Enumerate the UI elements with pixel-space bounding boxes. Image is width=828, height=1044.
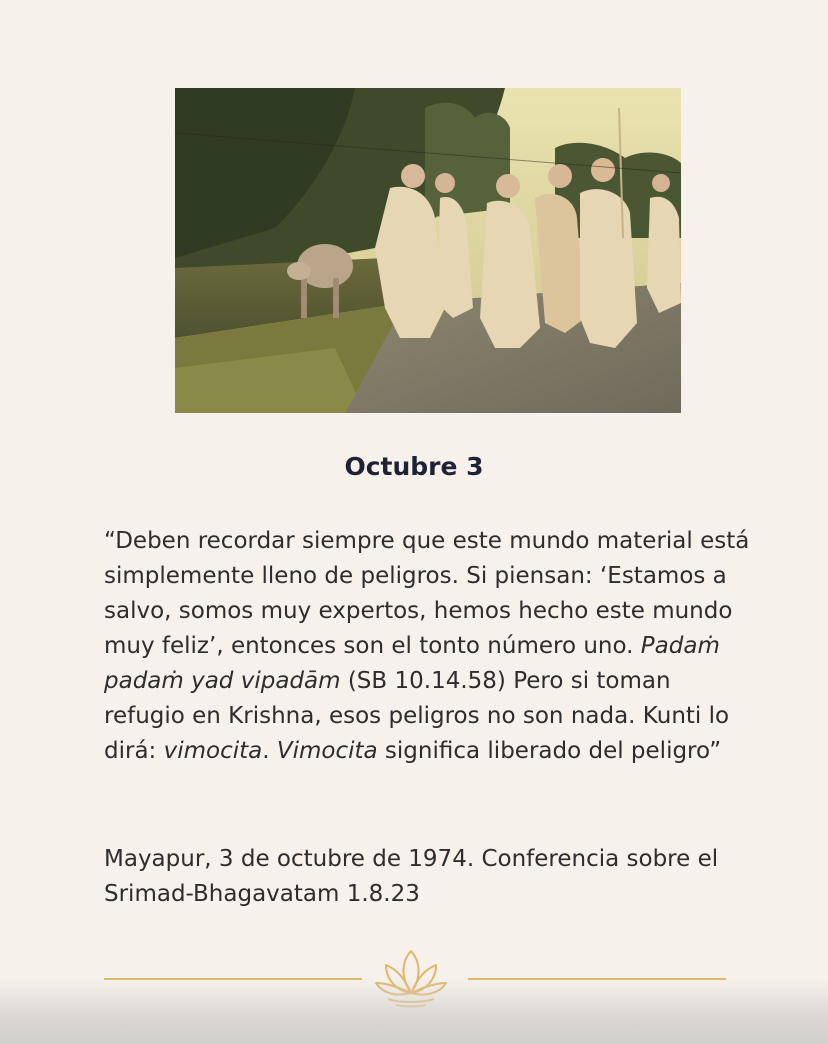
quote-term: Vimocita <box>276 738 378 764</box>
quote-term: vimocita <box>163 738 263 764</box>
quote-paragraph <box>104 524 754 769</box>
quote-segment: (SB 10.14.58) Pero si toman refugio en Krishna, esos peligros no son nada. Kunti lo dirá: <box>104 668 730 764</box>
quote-segment: “Deben recordar siempre que este mundo material está simplemente lleno de peligros. Si piensan: ‘Estamos a salvo, somos muy expertos, hemos hecho este mundo muy feliz’, entonces son el tonto número uno. <box>104 528 750 659</box>
quote-source: Mayapur, 3 de octubre de 1974. Conferencia sobre el Srimad-Bhagavatam 1.8.23 <box>104 846 719 907</box>
devotees-walking-photo <box>175 88 681 413</box>
page-title: Octubre 3 <box>344 452 484 481</box>
quote-segment: . <box>262 738 277 764</box>
bottom-fade <box>0 978 828 1044</box>
quote-verse: Padaṁ padaṁ yad vipadām <box>104 633 720 694</box>
photo-illustration <box>175 88 681 413</box>
quote-text <box>104 524 754 769</box>
quote-segment: significa liberado del peligro” <box>377 738 722 764</box>
